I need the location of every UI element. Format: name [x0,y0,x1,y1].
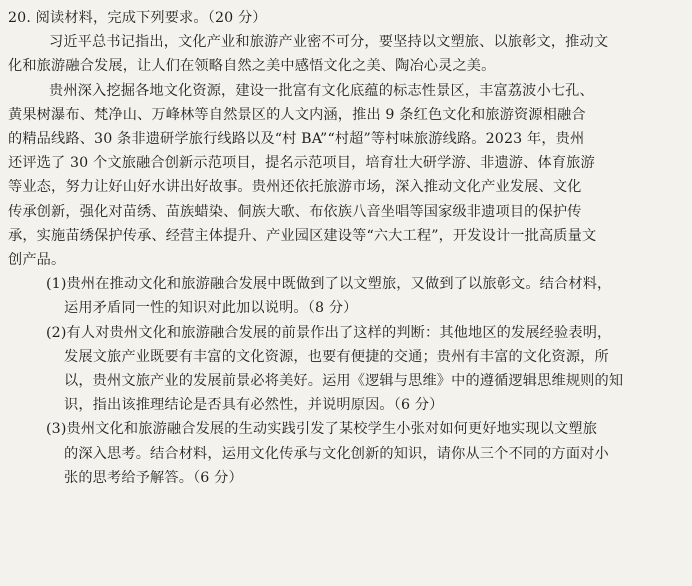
material-line: 还评选了 30 个文旅融合创新示范项目，提名示范项目，培育壮大研学游、非遗游、体育旅游 [8,155,595,172]
material-line: 黄果树瀑布、梵净山、万峰林等自然景区的人文内涵，推出 9 条红色文化和旅游资源相融合 [8,106,586,123]
sub-question-line: 张的思考给予解答。（6 分） [64,469,243,486]
sub-question-line: (2)有人对贵州文化和旅游融合发展的前景作出了这样的判断：其他地区的发展经验表明， [46,324,612,341]
sub-question-line: (3)贵州文化和旅游融合发展的生动实践引发了某校学生小张对如何更好地实现以文塑旅 [46,421,598,438]
material-line: 等业态，努力让好山好水讲出好故事。贵州还依托旅游市场，深入推动文化产业发展、文化 [8,179,582,196]
material-line: 化和旅游融合发展，让人们在领略自然之美中感悟文化之美、陶冶心灵之美。 [8,58,496,75]
sub-question-line: (1)贵州在推动文化和旅游融合发展中既做到了以文塑旅，又做到了以旅彰文。结合材料， [46,276,612,293]
sub-question-line: 的深入思考。结合材料，运用文化传承与文化创新的知识，请你从三个不同的方面对小 [64,445,609,462]
question-header: 20. 阅读材料，完成下列要求。（20 分） [8,10,267,26]
material-line: 承，实施苗绣保护传承、经营主体提升、产业园区建设等“六大工程”，开发设计一批高质量文 [8,227,597,244]
sub-question-line: 发展文旅产业既要有丰富的文化资源，也要有便捷的交通；贵州有丰富的文化资源，所 [64,348,609,365]
sub-question-line: 以，贵州文旅产业的发展前景必将美好。运用《逻辑与思维》中的遵循逻辑思维规则的知 [64,373,624,390]
material-block [8,30,678,272]
sub-question-line: 识，指出该推理结论是否具有必然性，并说明原因。（6 分） [64,397,444,414]
sub-question-3 [8,417,678,490]
material-line: 创产品。 [8,252,66,269]
material-line: 的精品线路、30 条非遗研学旅行线路以及“村 BA”“村超”等村味旅游线路。2023 年，贵州 [8,131,585,148]
sub-question-2 [8,321,678,418]
material-line: 贵州深入挖掘各地文化资源，建设一批富有文化底蕴的标志性景区，丰富荔波小七孔、 [49,82,594,99]
sub-question-1 [8,272,678,320]
material-line: 传承创新，强化对苗绣、苗族蜡染、侗族大歌、布依族八音坐唱等国家级非遗项目的保护传 [8,203,582,220]
material-line: 习近平总书记指出，文化产业和旅游产业密不可分，要坚持以文塑旅、以旅彰文，推动文 [49,34,609,51]
sub-question-line: 运用矛盾同一性的知识对此加以说明。（8 分） [64,300,358,317]
